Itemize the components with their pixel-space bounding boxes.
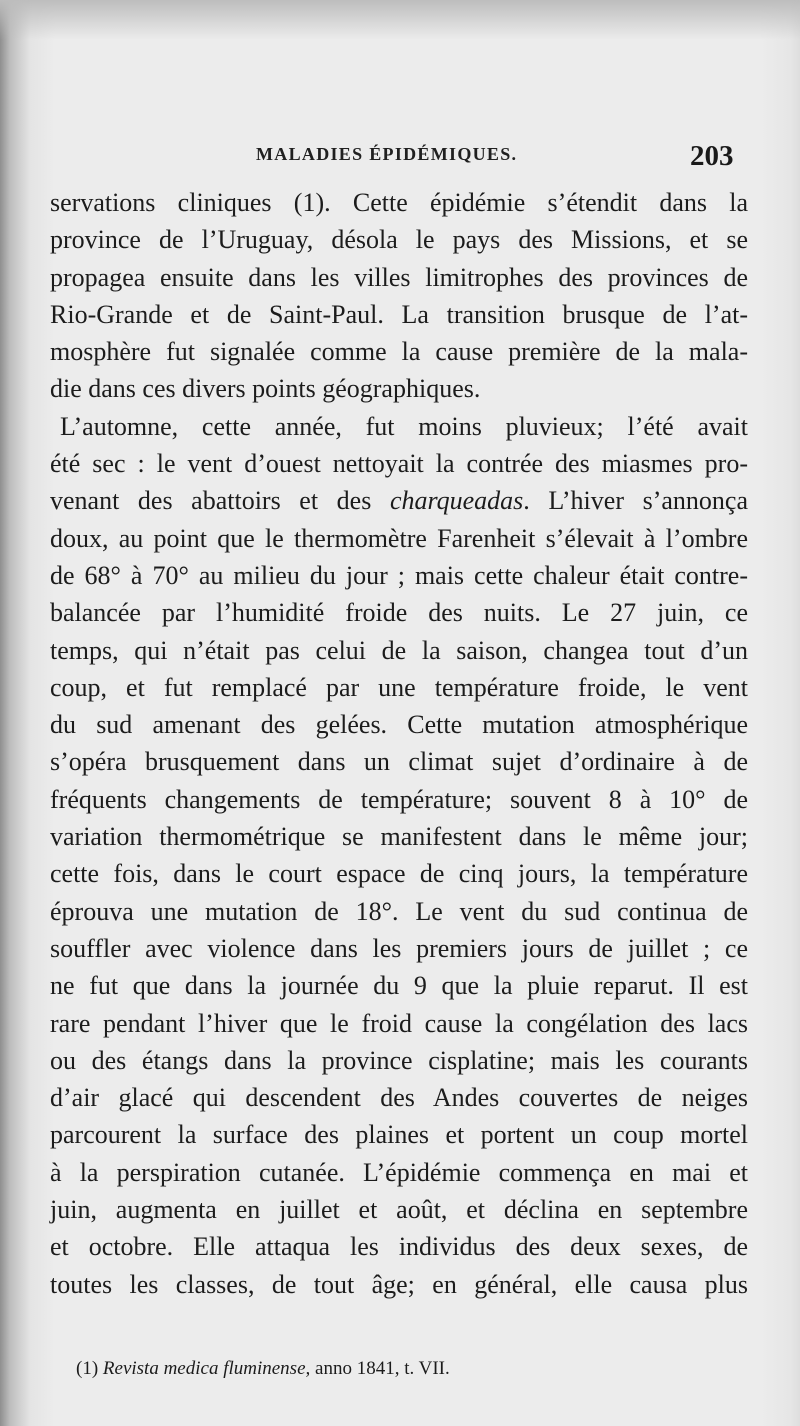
text-line: balancée par l’humidité froide des nuits. Le 27 juin, ce [50, 598, 748, 628]
text-line: d’air glacé qui descendent des Andes couvertes de neiges [50, 1083, 748, 1113]
text-line: ou des étangs dans la province cisplatine; mais les courants [50, 1045, 748, 1075]
text-line: s’opéra brusquement dans un climat sujet d’ordinaire à de [50, 747, 748, 777]
text-line: Rio-Grande et de Saint-Paul. La transition brusque de l’at- [50, 299, 748, 329]
text-line: doux, au point que le thermomètre Farenheit s’élevait à l’ombre [50, 523, 748, 553]
text-line: venant des abattoirs et des charqueadas. L’hiver s’annonça [50, 486, 748, 516]
text-line: province de l’Uruguay, désola le pays des Missions, et se [50, 225, 748, 255]
running-head [0, 140, 800, 174]
text-line: variation thermométrique se manifestent dans le même jour; [50, 822, 748, 852]
text-line: du sud amenant des gelées. Cette mutation atmosphérique [50, 710, 748, 740]
text-line: propagea ensuite dans les villes limitrophes des provinces de [50, 262, 748, 292]
text-line: éprouva une mutation de 18°. Le vent du sud continua de [50, 896, 748, 926]
running-title: MALADIES ÉPIDÉMIQUES. [256, 144, 518, 164]
footnote-citation: anno 1841, t. VII. [315, 1358, 450, 1379]
text-line: rare pendant l’hiver que le froid cause la congélation des lacs [50, 1008, 748, 1038]
text-line: juin, augmenta en juillet et août, et déclina en septembre [50, 1195, 748, 1225]
page-number: 203 [690, 140, 734, 172]
text-line: die dans ces divers points géographiques. [50, 374, 481, 404]
text-line: souffler avec violence dans les premiers jours de juillet ; ce [50, 933, 748, 963]
text-line: mosphère fut signalée comme la cause première de la mala- [50, 337, 748, 367]
text-line: ne fut que dans la journée du 9 que la pluie reparut. Il est [50, 971, 748, 1001]
text-line: L’automne, cette année, fut moins pluvieux; l’été avait [60, 411, 748, 441]
text-line: et octobre. Elle attaqua les individus des deux sexes, de [50, 1232, 748, 1262]
text-line: fréquents changements de température; souvent 8 à 10° de [50, 784, 748, 814]
text-line: temps, qui n’était pas celui de la saison, changea tout d’un [50, 635, 748, 665]
text-line: à la perspiration cutanée. L’épidémie commença en mai et [50, 1157, 748, 1187]
text-line: de 68° à 70° au milieu du jour ; mais cette chaleur était contre- [50, 560, 748, 590]
footnote-marker: (1) [76, 1358, 99, 1379]
text-line: cette fois, dans le court espace de cinq jours, la température [50, 859, 748, 889]
text-line: été sec : le vent d’ouest nettoyait la contrée des miasmes pro- [50, 449, 748, 479]
text-line: servations cliniques (1). Cette épidémie s’étendit dans la [50, 188, 748, 217]
text-line: coup, et fut remplacé par une température froide, le vent [50, 672, 748, 702]
footnote-journal: Revista medica fluminense, [102, 1358, 311, 1379]
text-line: parcourent la surface des plaines et portent un coup mortel [50, 1120, 748, 1150]
italic-term: charqueadas [389, 486, 524, 516]
text-line: toutes les classes, de tout âge; en général, elle causa plus [50, 1269, 748, 1299]
footnote [76, 1358, 450, 1380]
body-text [50, 184, 748, 1303]
